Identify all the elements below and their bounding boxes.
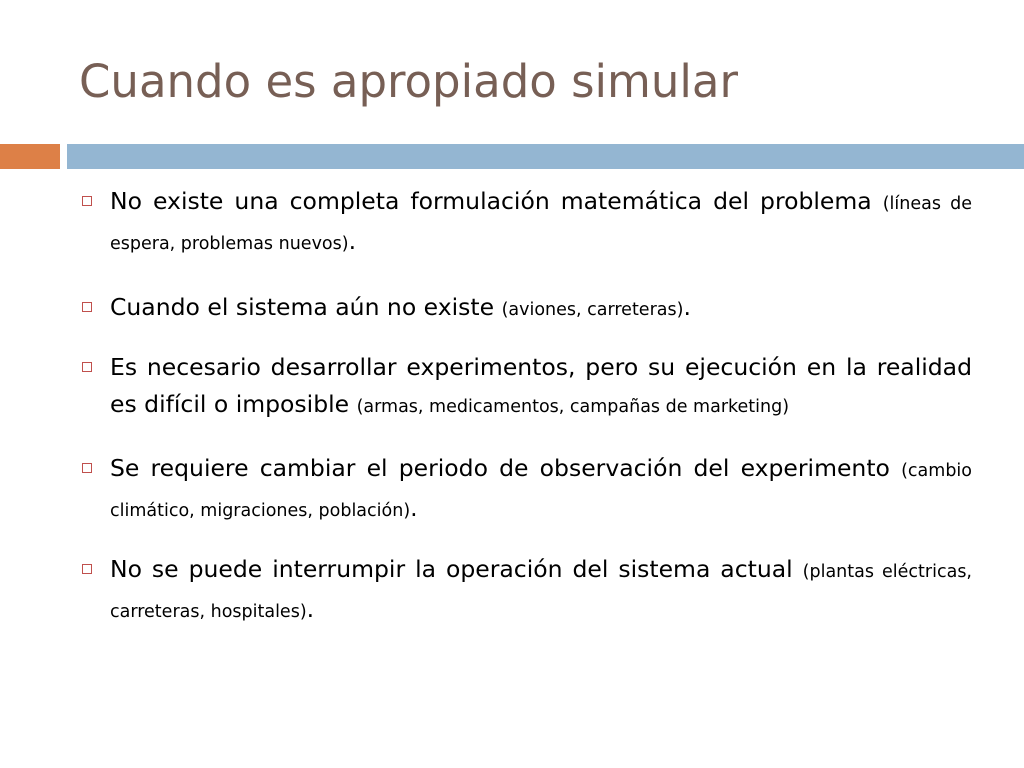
square-bullet-icon	[82, 302, 92, 312]
accent-bar-left	[0, 144, 60, 169]
bullet-detail-text: (aviones, carreteras)	[501, 300, 684, 320]
bullet-detail-text: (armas, medicamentos, campañas de marketing)	[356, 397, 790, 417]
square-bullet-icon	[82, 463, 92, 473]
square-bullet-icon	[82, 362, 92, 372]
bullet-end-text: .	[306, 595, 315, 623]
accent-bar-right	[67, 144, 1024, 169]
slide-title: Cuando es apropiado simular	[79, 55, 738, 108]
bullet-main-text: Cuando el sistema aún no existe	[110, 293, 495, 321]
bullet-end-text: .	[410, 494, 418, 522]
bullet-item	[82, 289, 972, 329]
bullet-end-text: .	[683, 293, 691, 321]
bullet-end-text: .	[348, 227, 357, 255]
bullet-main-text: Se requiere cambiar el periodo de observación del experimento	[110, 454, 890, 482]
bullet-item	[82, 183, 972, 263]
bullet-main-text: No existe una completa formulación matemática del problema	[110, 187, 872, 215]
bullet-item	[82, 551, 972, 631]
bullet-list	[82, 183, 972, 651]
square-bullet-icon	[82, 564, 92, 574]
bullet-main-text: No se puede interrumpir la operación del sistema actual	[110, 555, 793, 583]
bullet-detail-text: (plantas eléctricas, carreteras, hospitales)	[110, 562, 972, 622]
bullet-detail-text: (líneas de espera, problemas nuevos)	[110, 194, 972, 254]
square-bullet-icon	[82, 196, 92, 206]
bullet-item	[82, 450, 972, 530]
bullet-item	[82, 349, 972, 426]
bullet-detail-text: (cambio climático, migraciones, población)	[110, 461, 972, 521]
bullet-main-text: Es necesario desarrollar experimentos, pero su ejecución en la realidad es difícil o imposible	[110, 353, 972, 418]
